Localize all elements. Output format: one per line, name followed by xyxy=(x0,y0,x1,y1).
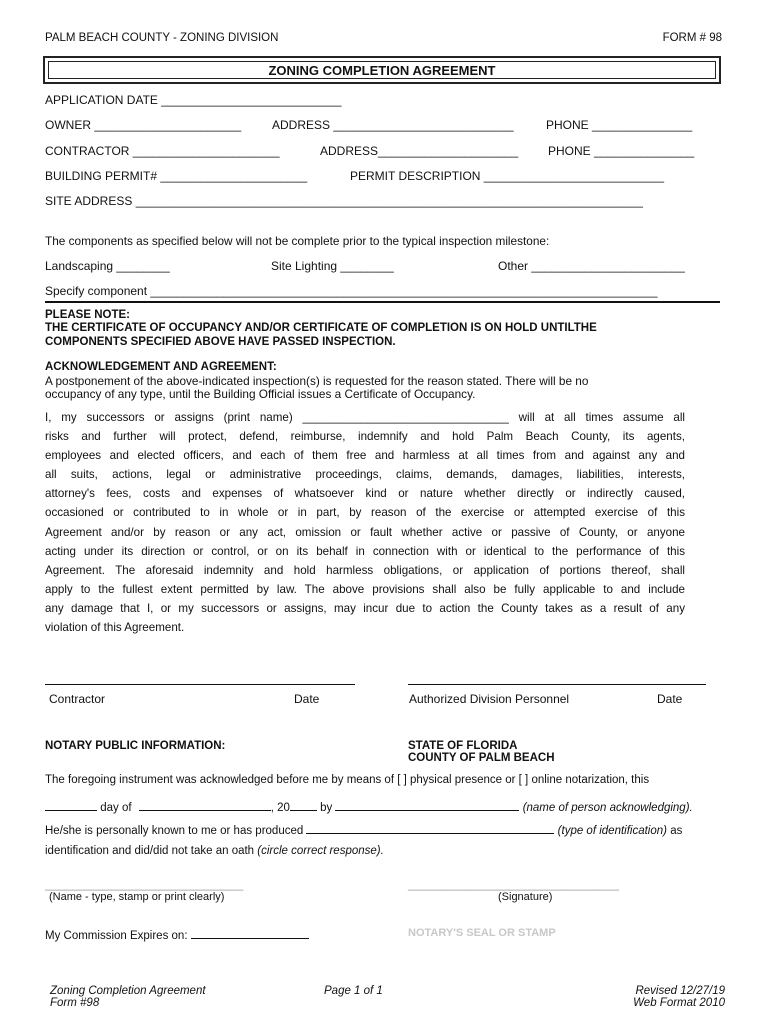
personnel-signature-line[interactable] xyxy=(408,684,706,685)
notary-heading: NOTARY PUBLIC INFORMATION: xyxy=(45,740,226,752)
indemnity-line: acting under its direction or control, or on its behalf in connection with or identical to the performance of this xyxy=(45,544,685,558)
owner-phone-field[interactable]: PHONE _______________ xyxy=(546,118,693,132)
year-prefix: , 20 xyxy=(270,802,290,814)
notary-oath-line xyxy=(45,845,384,857)
indemnity-line[interactable]: I, my successors or assigns (print name) ________________________________ will at all times assume all xyxy=(45,411,685,424)
commission-blank[interactable] xyxy=(191,927,309,939)
notary-date-line xyxy=(45,799,693,814)
permit-description-field[interactable]: PERMIT DESCRIPTION ___________________________ xyxy=(350,169,664,183)
indemnity-line: all suits, actions, legal or administrative proceedings, claims, demands, damages, liabilities, interests, xyxy=(45,468,685,482)
please-note-line-2: COMPONENTS SPECIFIED ABOVE HAVE PASSED INSPECTION. xyxy=(45,336,396,348)
contractor-date-label: Date xyxy=(294,692,320,706)
indemnity-line: Agreement and/or by reason or any act, omission or fault whether active or passive of County, or anyone xyxy=(45,525,685,539)
contractor-address-field[interactable]: ADDRESS_____________________ xyxy=(320,144,519,158)
site-address-field[interactable]: SITE ADDRESS ____________________________________________________________________________ xyxy=(45,194,643,208)
indemnity-line: violation of this Agreement. xyxy=(45,621,185,635)
please-note-heading: PLEASE NOTE: xyxy=(45,309,130,321)
footer-form-number: Form #98 xyxy=(50,997,100,1009)
contractor-field[interactable]: CONTRACTOR ______________________ xyxy=(45,144,280,158)
indemnity-paragraph xyxy=(45,408,685,637)
indemnity-line: employees and elected officers, and each of them free and harmless at all times from and against any and xyxy=(45,449,685,463)
please-note-line-1: THE CERTIFICATE OF OCCUPANCY AND/OR CERTIFICATE OF COMPLETION IS ON HOLD UNTILTHE xyxy=(45,322,597,334)
owner-field[interactable]: OWNER ______________________ xyxy=(45,118,242,132)
as-label: as xyxy=(670,825,683,837)
footer-revised: Revised 12/27/19 xyxy=(635,985,725,997)
divider-rule xyxy=(45,301,720,303)
components-intro: The components as specified below will not be complete prior to the typical inspection milestone: xyxy=(45,234,550,248)
notary-signature-line[interactable]: _________________________________ xyxy=(408,879,620,891)
page-title: ZONING COMPLETION AGREEMENT xyxy=(48,61,716,79)
commission-line xyxy=(45,927,309,942)
indemnity-line: occasioned or contributed to in whole or in part, by reason of the exercise or attempted exercise of this xyxy=(45,506,685,520)
indemnity-line: Agreement. The aforesaid indemnity and hold harmless obligations, or application of portions thereof, shall xyxy=(45,563,685,577)
notary-name-label: (Name - type, stamp or print clearly) xyxy=(49,891,225,903)
other-field[interactable]: Other _______________________ xyxy=(498,259,685,273)
acknowledger-name-blank[interactable] xyxy=(335,799,519,811)
known-label: He/she is personally known to me or has produced xyxy=(45,825,304,837)
footer-web-format: Web Format 2010 xyxy=(633,997,725,1009)
site-lighting-field[interactable]: Site Lighting ________ xyxy=(271,259,394,273)
notary-name-line[interactable]: _______________________________ xyxy=(45,879,244,891)
by-label: by xyxy=(320,802,333,814)
commission-label: My Commission Expires on: xyxy=(45,930,188,942)
indemnity-line: any damage that I, or my successors or assigns, may incur due to action the County takes as a result of any xyxy=(45,601,685,615)
identification-blank[interactable] xyxy=(306,822,554,834)
form-number: FORM # 98 xyxy=(662,32,722,44)
month-blank[interactable] xyxy=(139,799,271,811)
owner-address-field[interactable]: ADDRESS ___________________________ xyxy=(272,118,514,132)
application-date-field[interactable]: APPLICATION DATE ___________________________ xyxy=(45,93,342,107)
footer-page-number: Page 1 of 1 xyxy=(324,985,383,997)
year-blank[interactable] xyxy=(290,799,317,811)
acknowledgement-line-1: A postponement of the above-indicated inspection(s) is requested for the reason stated. There will be no xyxy=(45,374,589,388)
specify-component-field[interactable]: Specify component ____________________________________________________________________________ xyxy=(45,284,658,298)
oath-label: identification and did/did not take an oath xyxy=(45,845,255,857)
personnel-label: Authorized Division Personnel xyxy=(409,692,570,706)
acknowledgement-heading: ACKNOWLEDGEMENT AND AGREEMENT: xyxy=(45,361,277,373)
acknowledgement-line-2: occupancy of any type, until the Building Official issues a Certificate of Occupancy. xyxy=(45,387,476,401)
notary-county: COUNTY OF PALM BEACH xyxy=(408,752,555,764)
contractor-phone-field[interactable]: PHONE _______________ xyxy=(548,144,695,158)
type-id-label: (type of identification) xyxy=(557,825,667,837)
indemnity-line: apply to the fullest extent permitted by law. The above provisions shall also be fully applicable to and include xyxy=(45,582,685,596)
title-box xyxy=(43,56,721,84)
footer-form-name: Zoning Completion Agreement xyxy=(50,985,206,997)
building-permit-field[interactable]: BUILDING PERMIT# ______________________ xyxy=(45,169,308,183)
notary-state: STATE OF FLORIDA xyxy=(408,740,518,752)
day-blank[interactable] xyxy=(45,799,97,811)
landscaping-field[interactable]: Landscaping ________ xyxy=(45,259,170,273)
indemnity-line: attorney's fees, costs and expenses of whatsoever kind or nature whether directly or indirectly caused, xyxy=(45,487,685,501)
contractor-label: Contractor xyxy=(49,692,106,706)
circle-label: (circle correct response). xyxy=(257,845,384,857)
notary-seal-placeholder: NOTARY'S SEAL OR STAMP xyxy=(408,927,556,939)
contractor-signature-line[interactable] xyxy=(45,684,355,685)
day-of-label: day of xyxy=(100,802,132,814)
personnel-date-label: Date xyxy=(657,692,683,706)
agency-name: PALM BEACH COUNTY - ZONING DIVISION xyxy=(45,32,279,44)
notary-signature-label: (Signature) xyxy=(498,891,553,903)
notary-ack-line: The foregoing instrument was acknowledged before me by means of [ ] physical presence or [ ] online notarization, this xyxy=(45,774,650,786)
name-ack-label: (name of person acknowledging). xyxy=(522,802,693,814)
indemnity-line: risks and further will protect, defend, reimburse, indemnify and hold Palm Beach County, its agents, xyxy=(45,430,685,444)
notary-id-line xyxy=(45,822,682,837)
